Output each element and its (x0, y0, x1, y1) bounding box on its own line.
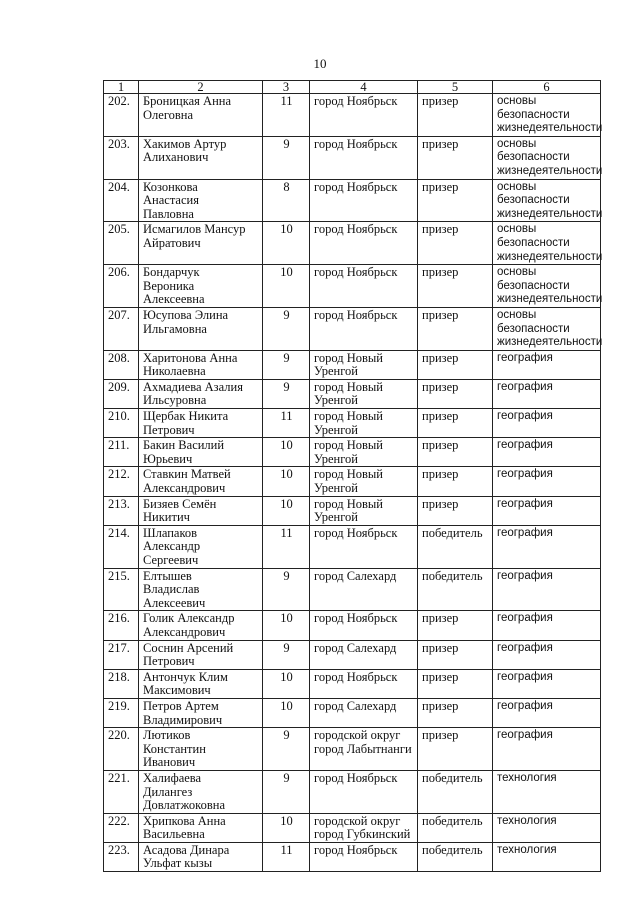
table-row (104, 94, 601, 137)
table-row (104, 179, 601, 222)
result-status-cell (418, 842, 493, 871)
row-number: 217. (108, 640, 130, 655)
row-number: 220. (108, 728, 130, 743)
subject-cell (493, 813, 601, 842)
column-header: 3 (263, 81, 310, 94)
grade-cell (263, 409, 310, 438)
municipality-cell (310, 136, 418, 179)
table-row (104, 698, 601, 727)
row-number-cell (104, 842, 139, 871)
result-status-cell (418, 438, 493, 467)
subject: география (497, 351, 553, 364)
participant-name-cell (139, 265, 263, 308)
subject: география (497, 439, 553, 452)
row-number-cell (104, 179, 139, 222)
grade: 11 (280, 94, 293, 108)
result-status: призер (422, 265, 459, 280)
subject: география (497, 699, 553, 712)
participant-name: Елтышев Владислав Алексеевич (143, 568, 206, 610)
subject: география (497, 497, 553, 510)
municipality-cell (310, 222, 418, 265)
row-number: 216. (108, 611, 130, 626)
grade: 9 (283, 568, 290, 583)
table-row (104, 525, 601, 568)
municipality-cell (310, 640, 418, 669)
municipality: город Новый Уренгой (314, 438, 383, 466)
participant-name-cell (139, 611, 263, 640)
municipality: городской округ город Лабытнанги (314, 728, 412, 756)
subject-cell (493, 350, 601, 379)
grade: 9 (283, 307, 290, 322)
grade: 10 (280, 467, 293, 482)
subject: основы безопасности жизнедеятельности (497, 180, 603, 220)
municipality-cell (310, 568, 418, 611)
result-status-cell (418, 640, 493, 669)
grade: 10 (280, 698, 293, 713)
grade-cell (263, 813, 310, 842)
column-header: 6 (493, 81, 601, 94)
municipality-cell (310, 669, 418, 698)
municipality: город Салехард (314, 698, 397, 713)
row-number-cell (104, 136, 139, 179)
row-number: 207. (108, 307, 130, 322)
grade: 9 (283, 350, 290, 365)
result-status: призер (422, 350, 459, 365)
row-number: 210. (108, 409, 130, 424)
grade: 9 (283, 728, 290, 743)
subject: география (497, 410, 553, 423)
grade-cell (263, 94, 310, 137)
result-status-cell (418, 496, 493, 525)
row-number-cell (104, 813, 139, 842)
subject: технология (497, 771, 557, 784)
table-row (104, 467, 601, 496)
subject: география (497, 641, 553, 654)
result-status: победитель (422, 770, 483, 785)
grade: 11 (280, 525, 293, 540)
subject-cell (493, 842, 601, 871)
table-row (104, 842, 601, 871)
row-number-cell (104, 467, 139, 496)
municipality-cell (310, 842, 418, 871)
municipality-cell (310, 813, 418, 842)
subject-cell (493, 136, 601, 179)
participant-name: Соснин Арсений Петрович (143, 640, 234, 669)
result-status: призер (422, 640, 459, 655)
subject: география (497, 670, 553, 683)
grade-cell (263, 222, 310, 265)
row-number-cell (104, 669, 139, 698)
row-number: 218. (108, 669, 130, 684)
result-status-cell (418, 409, 493, 438)
result-status-cell (418, 94, 493, 137)
subject-cell (493, 438, 601, 467)
municipality-cell (310, 379, 418, 408)
participant-name-cell (139, 813, 263, 842)
participant-name-cell (139, 728, 263, 771)
result-status: призер (422, 222, 459, 237)
result-status-cell (418, 669, 493, 698)
municipality: город Новый Уренгой (314, 379, 383, 408)
subject-cell (493, 698, 601, 727)
row-number: 204. (108, 179, 130, 194)
grade: 9 (283, 770, 290, 785)
municipality: город Ноябрьск (314, 842, 398, 857)
subject-cell (493, 611, 601, 640)
municipality: город Ноябрьск (314, 307, 398, 322)
participant-name: Халифаева Дилангез Довлатжоковна (143, 770, 225, 813)
column-header: 2 (139, 81, 263, 94)
participant-name-cell (139, 94, 263, 137)
row-number: 202. (108, 94, 130, 108)
row-number-cell (104, 350, 139, 379)
subject: география (497, 569, 553, 582)
municipality-cell (310, 698, 418, 727)
row-number-cell (104, 307, 139, 350)
municipality-cell (310, 94, 418, 137)
grade-cell (263, 179, 310, 222)
row-number-cell (104, 611, 139, 640)
subject: география (497, 526, 553, 539)
participant-name: Асадова Динара Ульфат кызы (143, 842, 230, 871)
grade-cell (263, 728, 310, 771)
result-status-cell (418, 379, 493, 408)
municipality: город Ноябрьск (314, 669, 398, 684)
table-row (104, 222, 601, 265)
result-status-cell (418, 136, 493, 179)
participant-name-cell (139, 179, 263, 222)
grade-cell (263, 496, 310, 525)
subject-cell (493, 222, 601, 265)
table-row (104, 438, 601, 467)
participant-name: Бондарчук Вероника Алексеевна (143, 265, 205, 307)
subject: основы безопасности жизнедеятельности (497, 266, 603, 306)
result-status-cell (418, 698, 493, 727)
municipality: город Ноябрьск (314, 770, 398, 785)
participant-name-cell (139, 842, 263, 871)
participant-name: Бизяев Семён Никитич (143, 496, 217, 525)
subject: технология (497, 843, 557, 856)
subject-cell (493, 94, 601, 137)
subject-cell (493, 179, 601, 222)
municipality: город Ноябрьск (314, 179, 398, 194)
row-number-cell (104, 94, 139, 137)
grade-cell (263, 842, 310, 871)
subject-cell (493, 770, 601, 813)
subject-cell (493, 307, 601, 350)
subject: технология (497, 814, 557, 827)
subject-cell (493, 379, 601, 408)
municipality: город Новый Уренгой (314, 496, 383, 525)
row-number-cell (104, 222, 139, 265)
municipality-cell (310, 409, 418, 438)
column-header: 5 (418, 81, 493, 94)
result-status: призер (422, 179, 459, 194)
subject-cell (493, 728, 601, 771)
table-row (104, 350, 601, 379)
table-row (104, 307, 601, 350)
participant-name-cell (139, 409, 263, 438)
row-number-cell (104, 698, 139, 727)
row-number-cell (104, 265, 139, 308)
grade: 10 (280, 438, 293, 453)
result-status: призер (422, 136, 459, 151)
participant-name-cell (139, 568, 263, 611)
subject: основы безопасности жизнедеятельности (497, 223, 603, 263)
table-row (104, 728, 601, 771)
municipality: город Ноябрьск (314, 265, 398, 280)
table-row (104, 568, 601, 611)
row-number-cell (104, 728, 139, 771)
subject: основы безопасности жизнедеятельности (497, 137, 603, 177)
municipality: город Ноябрьск (314, 525, 398, 540)
municipality-cell (310, 611, 418, 640)
municipality-cell (310, 496, 418, 525)
subject: география (497, 612, 553, 625)
row-number: 206. (108, 265, 130, 280)
grade-cell (263, 669, 310, 698)
participant-name: Ставкин Матвей Александрович (143, 467, 231, 496)
result-status: призер (422, 379, 459, 394)
result-status-cell (418, 307, 493, 350)
row-number: 222. (108, 813, 130, 828)
municipality-cell (310, 467, 418, 496)
result-status: победитель (422, 813, 483, 828)
column-header: 1 (104, 81, 139, 94)
row-number: 213. (108, 496, 130, 511)
participant-name: Щербак Никита Петрович (143, 409, 229, 437)
row-number: 212. (108, 467, 130, 482)
participant-name-cell (139, 136, 263, 179)
grade-cell (263, 568, 310, 611)
subject-cell (493, 467, 601, 496)
row-number: 219. (108, 698, 130, 713)
municipality: город Ноябрьск (314, 94, 398, 108)
municipality-cell (310, 350, 418, 379)
result-status-cell (418, 770, 493, 813)
row-number-cell (104, 525, 139, 568)
result-status: призер (422, 698, 459, 713)
participant-name: Исмагилов Мансур Айратович (143, 222, 246, 250)
table-row (104, 265, 601, 308)
row-number: 221. (108, 770, 130, 785)
row-number: 214. (108, 525, 130, 540)
participant-name-cell (139, 770, 263, 813)
result-status-cell (418, 728, 493, 771)
table-header-row (104, 81, 601, 94)
row-number: 203. (108, 136, 130, 151)
participant-name: Хрипкова Анна Васильевна (143, 813, 226, 842)
page-number: 10 (313, 56, 327, 71)
participant-name: Козонкова Анастасия Павловна (143, 179, 199, 221)
grade-cell (263, 379, 310, 408)
result-status: призер (422, 669, 459, 684)
participant-name: Бакин Василий Юрьевич (143, 438, 225, 466)
table-row (104, 640, 601, 669)
subject: география (497, 729, 553, 742)
grade: 9 (283, 379, 290, 394)
row-number-cell (104, 496, 139, 525)
result-status-cell (418, 222, 493, 265)
grade-cell (263, 438, 310, 467)
result-status: призер (422, 409, 459, 424)
municipality-cell (310, 307, 418, 350)
result-status: призер (422, 611, 459, 626)
grade: 10 (280, 813, 293, 828)
municipality-cell (310, 265, 418, 308)
table-row (104, 136, 601, 179)
grade-cell (263, 611, 310, 640)
result-status: призер (422, 467, 459, 482)
participant-name: Лютиков Константин Иванович (143, 728, 206, 770)
municipality-cell (310, 438, 418, 467)
municipality-cell (310, 179, 418, 222)
participant-name-cell (139, 222, 263, 265)
grade: 9 (283, 640, 290, 655)
participant-name-cell (139, 307, 263, 350)
subject-cell (493, 568, 601, 611)
municipality-cell (310, 770, 418, 813)
participants-table (103, 80, 601, 872)
grade-cell (263, 307, 310, 350)
row-number: 223. (108, 842, 130, 857)
grade: 9 (283, 136, 290, 151)
participant-name-cell (139, 438, 263, 467)
result-status-cell (418, 350, 493, 379)
municipality: городской округ город Губкинский (314, 813, 411, 842)
table-row (104, 770, 601, 813)
municipality: город Ноябрьск (314, 222, 398, 237)
subject-cell (493, 669, 601, 698)
grade-cell (263, 467, 310, 496)
row-number-cell (104, 379, 139, 408)
grade: 10 (280, 611, 293, 626)
grade-cell (263, 770, 310, 813)
result-status: призер (422, 94, 459, 108)
municipality: город Новый Уренгой (314, 467, 383, 496)
participant-name: Хакимов Артур Алиханович (143, 136, 227, 165)
grade-cell (263, 350, 310, 379)
grade: 11 (280, 842, 293, 857)
subject-cell (493, 409, 601, 438)
result-status: призер (422, 496, 459, 511)
municipality: город Салехард (314, 640, 397, 655)
participant-name: Петров Артем Владимирович (143, 698, 223, 727)
row-number-cell (104, 770, 139, 813)
subject: основы безопасности жизнедеятельности (497, 95, 603, 135)
row-number-cell (104, 409, 139, 438)
row-number: 215. (108, 568, 130, 583)
result-status: победитель (422, 842, 483, 857)
subject-cell (493, 496, 601, 525)
result-status-cell (418, 568, 493, 611)
subject: основы безопасности жизнедеятельности (497, 308, 603, 349)
result-status-cell (418, 467, 493, 496)
participant-name: Шлапаков Александр Сергеевич (143, 525, 201, 567)
row-number-cell (104, 438, 139, 467)
participant-name-cell (139, 669, 263, 698)
result-status-cell (418, 813, 493, 842)
participant-name-cell (139, 379, 263, 408)
table-row (104, 813, 601, 842)
participant-name: Ахмадиева Азалия Ильсуровна (143, 379, 243, 408)
municipality: город Новый Уренгой (314, 350, 383, 379)
row-number: 208. (108, 350, 130, 365)
row-number: 209. (108, 379, 130, 394)
grade: 11 (280, 409, 293, 424)
participant-name-cell (139, 467, 263, 496)
grade-cell (263, 698, 310, 727)
grade: 10 (280, 265, 293, 280)
subject-cell (493, 640, 601, 669)
participant-name-cell (139, 350, 263, 379)
result-status-cell (418, 611, 493, 640)
row-number: 205. (108, 222, 130, 237)
result-status-cell (418, 265, 493, 308)
row-number-cell (104, 640, 139, 669)
subject-cell (493, 265, 601, 308)
table-row (104, 611, 601, 640)
grade-cell (263, 525, 310, 568)
row-number: 211. (108, 438, 130, 453)
subject: география (497, 380, 553, 393)
grade: 10 (280, 496, 293, 511)
grade-cell (263, 265, 310, 308)
subject-cell (493, 525, 601, 568)
result-status: призер (422, 728, 459, 743)
table-row (104, 669, 601, 698)
table-row (104, 409, 601, 438)
grade-cell (263, 136, 310, 179)
table-row (104, 496, 601, 525)
municipality-cell (310, 525, 418, 568)
municipality: город Ноябрьск (314, 611, 398, 626)
grade-cell (263, 640, 310, 669)
participant-name-cell (139, 496, 263, 525)
grade: 10 (280, 222, 293, 237)
participant-name: Антончук Клим Максимович (143, 669, 228, 698)
result-status: призер (422, 438, 459, 453)
result-status: победитель (422, 568, 483, 583)
municipality: город Новый Уренгой (314, 409, 383, 437)
municipality: город Ноябрьск (314, 136, 398, 151)
municipality: город Салехард (314, 568, 397, 583)
row-number-cell (104, 568, 139, 611)
result-status-cell (418, 179, 493, 222)
result-status-cell (418, 525, 493, 568)
participant-name: Харитонова Анна Николаевна (143, 350, 238, 379)
participant-name: Юсупова Элина Ильгамовна (143, 307, 229, 336)
column-header: 4 (310, 81, 418, 94)
participant-name: Голик Александр Александрович (143, 611, 235, 639)
table-row (104, 379, 601, 408)
participant-name-cell (139, 698, 263, 727)
result-status: призер (422, 307, 459, 322)
grade: 10 (280, 669, 293, 684)
participant-name: Броницкая Анна Олеговна (143, 94, 232, 122)
participant-name-cell (139, 525, 263, 568)
subject: география (497, 468, 553, 481)
municipality-cell (310, 728, 418, 771)
result-status: победитель (422, 525, 483, 540)
grade: 8 (283, 179, 290, 194)
participant-name-cell (139, 640, 263, 669)
